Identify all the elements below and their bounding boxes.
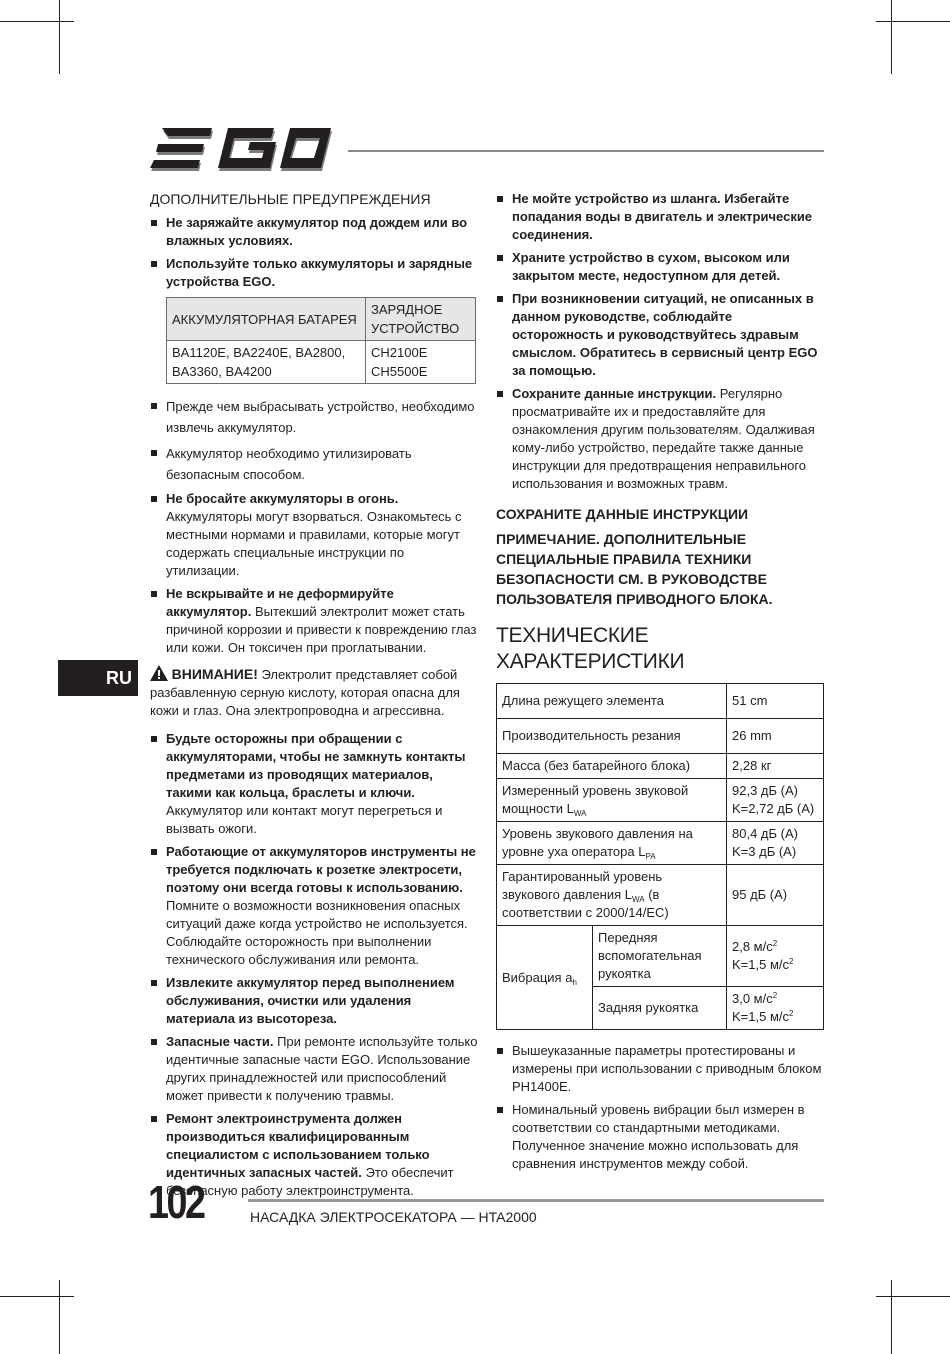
spec-sublabel: Передняя вспомогательная рукоятка xyxy=(593,926,727,987)
table-cell: CH2100E CH5500E xyxy=(366,341,476,384)
crop-mark xyxy=(891,0,892,74)
spec-label: Измеренный уровень звуковой мощности $L_{WA}$ xyxy=(497,779,727,822)
crop-mark xyxy=(59,1280,60,1354)
page-number: 102 xyxy=(148,1176,204,1228)
section-heading: ДОПОЛНИТЕЛЬНЫЕ ПРЕДУПРЕЖДЕНИЯ xyxy=(150,191,431,207)
list-item xyxy=(150,396,478,438)
bullet-text: Используйте только аккумуляторы и зарядные устройства EGO. xyxy=(166,256,473,289)
language-tab: RU xyxy=(58,660,138,696)
header-rule xyxy=(348,150,824,152)
ego-logo xyxy=(150,128,332,172)
list-item: Будьте осторожны при обращении с аккумуляторами, чтобы не замкнуть контакты предметами из проводящих материалов, такими как кольца, браслеты и ключи. Аккумулятор или контакт могут перегреться и вызвать ожоги. xyxy=(150,730,478,838)
crop-mark xyxy=(876,1296,950,1297)
list-item: Вышеуказанные параметры протестированы и измерены при использовании с приводным блоком PH1400E. xyxy=(496,1042,824,1096)
list-item: При возникновении ситуаций, не описанных в данном руководстве, соблюдайте осторожность и руководствуйтесь здравым смыслом. Обратитесь в сервисный центр EGO за помощью. xyxy=(496,290,824,380)
spec-label: Гарантированный уровень звукового давления $L_{WA}$ (в соответствии с 2000/14/EC) xyxy=(497,865,727,926)
bullet-text: Прежде чем выбрасывать устройство, необходимо извлечь аккумулятор. xyxy=(166,399,475,435)
list-item: Не бросайте аккумуляторы в огонь. Аккумуляторы могут взорваться. Ознакомьтесь с местными нормами и правилами, которые могут содержать специальные инструкции по утилизации. xyxy=(150,490,478,580)
warning-label: ВНИМАНИЕ! xyxy=(171,666,258,682)
save-instructions-heading: СОХРАНИТЕ ДАННЫЕ ИНСТРУКЦИИ xyxy=(496,506,749,522)
table-row xyxy=(497,779,824,822)
list-item: Извлеките аккумулятор перед выполнением обслуживания, очистки или удаления материала из высотореза. xyxy=(150,974,478,1028)
crop-mark xyxy=(891,1280,892,1354)
specifications-title: ТЕХНИЧЕСКИЕ ХАРАКТЕРИСТИКИ xyxy=(496,624,685,673)
spec-value: 26 mm xyxy=(727,719,824,754)
list-item: Запасные части. При ремонте используйте только идентичные запасные части EGO. Использование других принадлежностей или приспособлений может привести к получению травмы. xyxy=(150,1033,478,1105)
crop-mark xyxy=(0,1296,74,1297)
list-item xyxy=(150,255,478,291)
table-row xyxy=(497,684,824,719)
list-item xyxy=(150,443,478,485)
list-item: Работающие от аккумуляторов инструменты не требуется подключать к розетке электросети, поэтому они всегда готовы к использованию. Помните о возможности возникновения опасных ситуаций даже когда устройство не используется. Соблюдайте осторожность при выполнении технического обслуживания или ремонта. xyxy=(150,843,478,969)
note-heading: ПРИМЕЧАНИЕ. ДОПОЛНИТЕЛЬНЫЕ СПЕЦИАЛЬНЫЕ ПРАВИЛА ТЕХНИКИ БЕЗОПАСНОСТИ СМ. В РУКОВОДСТВЕ ПОЛЬЗОВАТЕЛЯ ПРИВОДНОГО БЛОКА. xyxy=(496,531,773,607)
table-row xyxy=(497,822,824,865)
list-item: Номинальный уровень вибрации был измерен в соответствии со стандартными методиками. Полученное значение можно использовать для сравнения инструментов между собой. xyxy=(496,1101,824,1173)
spec-label: Уровень звукового давления на уровне уха оператора $L_{PA}$ xyxy=(497,822,727,865)
warning-icon xyxy=(150,665,168,681)
list-item: Не вскрывайте и не деформируйте аккумулятор. Вытекший электролит может стать причиной коррозии и привести к повреждению глаз или кожи. Он токсичен при проглатывании. xyxy=(150,585,478,657)
specifications-table xyxy=(496,683,824,1030)
spec-label: Вибрация $a_h$ xyxy=(497,926,593,1030)
spec-label: Масса (без батарейного блока) xyxy=(497,754,727,779)
list-item xyxy=(150,214,478,250)
crop-mark xyxy=(876,21,950,22)
left-column xyxy=(150,190,478,1205)
list-item: Не мойте устройство из шланга. Избегайте попадания воды в двигатель и электрические соединения. xyxy=(496,190,824,244)
spec-value: 3,0 $м/с^2$ K=1,5 $м/с^2$ xyxy=(727,987,824,1030)
table-header: ЗАРЯДНОЕ УСТРОЙСТВО xyxy=(366,298,476,341)
spec-value: 51 cm xyxy=(727,684,824,719)
spec-sublabel: Задняя рукоятка xyxy=(593,987,727,1030)
battery-charger-table xyxy=(166,297,476,384)
bullet-text: Не заряжайте аккумулятор под дождем или во влажных условиях. xyxy=(166,215,468,248)
crop-mark xyxy=(59,0,60,74)
table-row xyxy=(497,926,824,987)
table-header: АККУМУЛЯТОРНАЯ БАТАРЕЯ xyxy=(167,298,366,341)
spec-label: Производительность резания xyxy=(497,719,727,754)
footer-rule xyxy=(248,1199,824,1202)
spec-value: 2,28 кг xyxy=(727,754,824,779)
spec-value: 80,4 дБ (A) K=3 дБ (A) xyxy=(727,822,824,865)
spec-label: Длина режущего элемента xyxy=(497,684,727,719)
list-item: Сохраните данные инструкции. Регулярно просматривайте их и предоставляйте для ознакомления другим пользователям. Одалживая кому-либо устройство, передайте также данные инструкции для предотвращения неправильного использования и возможных травм. xyxy=(496,385,824,493)
crop-mark xyxy=(0,21,74,22)
spec-value: 92,3 дБ (A) K=2,72 дБ (A) xyxy=(727,779,824,822)
right-column xyxy=(496,190,824,1178)
list-item: Ремонт электроинструмента должен производиться квалифицированным специалистом с использованием только идентичных запасных частей. Это обеспечит безопасную работу электроинструмента. xyxy=(150,1110,478,1200)
warning-block: ВНИМАНИЕ! Электролит представляет собой разбавленную серную кислоту, которая опасна для кожи и глаз. Она электропроводна и агрессивна. xyxy=(150,666,460,718)
table-row xyxy=(497,754,824,779)
table-cell: BA1120E, BA2240E, BA2800, BA3360, BA4200 xyxy=(167,341,366,384)
bullet-text: Аккумулятор необходимо утилизировать безопасным способом. xyxy=(166,446,412,482)
spec-value: 95 дБ (A) xyxy=(727,865,824,926)
spec-value: 2,8 $м/с^2$ K=1,5 $м/с^2$ xyxy=(727,926,824,987)
table-row xyxy=(497,719,824,754)
table-row xyxy=(497,865,824,926)
footer-title: НАСАДКА ЭЛЕКТРОСЕКАТОРА — HTA2000 xyxy=(250,1209,537,1225)
list-item: Храните устройство в сухом, высоком или закрытом месте, недоступном для детей. xyxy=(496,249,824,285)
